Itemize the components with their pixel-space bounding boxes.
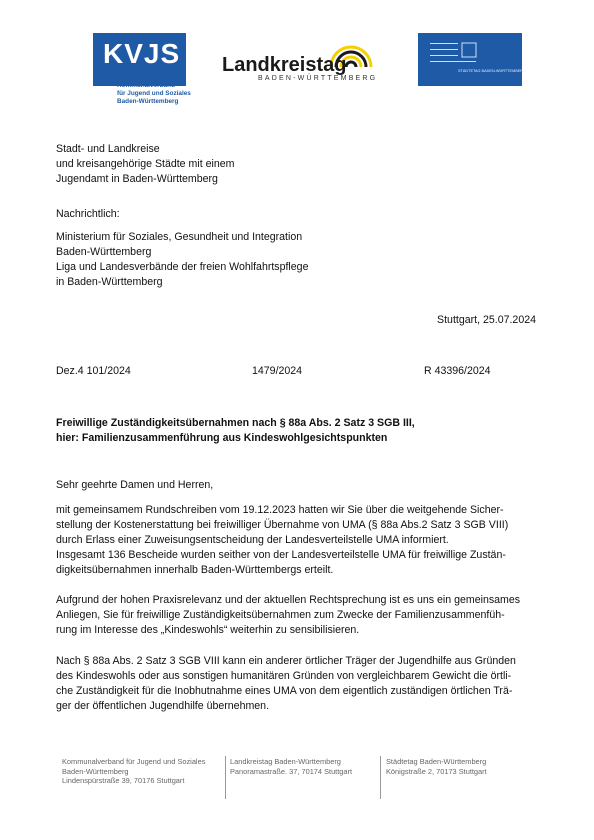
landkreistag-logo-title: Landkreistag [222, 54, 347, 76]
cc-label: Nachrichtlich: [56, 208, 120, 220]
footer-divider [380, 756, 381, 799]
footer-landkreistag: Landkreistag Baden-Württemberg Panoramastraße. 37, 70174 Stuttgart [230, 757, 353, 776]
reference-staedtetag: R 43396/2024 [424, 365, 491, 377]
reference-kvjs: Dez.4 101/2024 [56, 365, 131, 377]
landkreistag-logo-subtitle: BADEN-WÜRTTEMBERG [258, 75, 378, 82]
staedtetag-logo-text: STÄDTETAG BADEN-WÜRTTEMBERG [458, 69, 526, 73]
footer-staedtetag: Städtetag Baden-Württemberg Königstraße 2, 70173 Stuttgart [386, 757, 487, 776]
salutation: Sehr geehrte Damen und Herren, [56, 479, 214, 491]
body-paragraph-2: Aufgrund der hohen Praxisrelevanz und der aktuellen Rechtsprechung ist es uns ein gemeinsames Anliegen, Sie für freiwillige Zuständigkeitsübernahmen zum Zwecke der Familienzusammenfüh- rung im Interesse des „Kindeswohls“ weiterhin zu sensibilisieren. [56, 594, 521, 636]
staedtetag-emblem-icon [418, 33, 522, 86]
recipient-address: Stadt- und Landkreise und kreisangehörige Städte mit einem Jugendamt in Baden-Württemberg [56, 143, 235, 185]
kvjs-logo-subtitle: Kommunalverband für Jugend und Soziales Baden-Württemberg [117, 82, 191, 105]
footer-kvjs: Kommunalverband für Jugend und Soziales Baden-Württemberg Lindenspürstraße 39, 70176 Stuttgart [62, 757, 206, 785]
reference-landkreistag: 1479/2024 [252, 365, 303, 377]
letter-date: Stuttgart, 25.07.2024 [437, 314, 536, 326]
body-paragraph-1: mit gemeinsamem Rundschreiben vom 19.12.2023 hatten wir Sie über die weitgehende Sicher- stellung der Kostenerstattung bei freiwilliger Übernahme von UMA (§ 88a Abs.2 Satz 3 SGB VIII) durch Erlass einer Zuweisungsentscheidung der Landesverteilstelle UMA informiert. Insgesamt 136 Bescheide wurden seither von der Landesverteilstelle UMA für freiwillige Zustän- digkeitsübernahmen innerhalb Baden-Württembergs erteilt. [56, 504, 509, 576]
kvjs-logo-text: KVJS [103, 38, 181, 69]
body-paragraph-3: Nach § 88a Abs. 2 Satz 3 SGB VIII kann ein anderer örtlicher Träger der Jugendhilfe aus Gründen des Kindeswohls oder aus sonstigen humanitären Gründen von vergleichbarem Gewicht die örtli- che Zuständigkeit für die Inobhutnahme eines UMA von dem eigentlich zuständigen örtlichen Trä- ger der öffentlichen Jugendhilfe übernehmen. [56, 655, 516, 712]
letter-subject: Freiwillige Zuständigkeitsübernahmen nach § 88a Abs. 2 Satz 3 SGB III, hier: Familienzusammenführung aus Kindeswohlgesichtspunkten [56, 417, 415, 444]
footer-divider [225, 756, 226, 799]
staedtetag-logo [418, 33, 526, 86]
cc-recipients: Ministerium für Soziales, Gesundheit und Integration Baden-Württemberg Liga und Landesverbände der freien Wohlfahrtspflege in Baden-Württemberg [56, 231, 309, 288]
